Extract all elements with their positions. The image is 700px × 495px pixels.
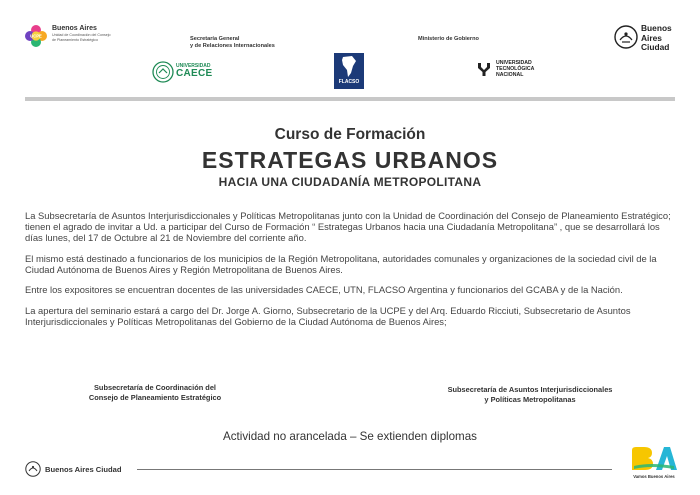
bac-line-1: Buenos [641, 23, 672, 33]
paragraph-opening: La apertura del seminario estará a cargo del Dr. Jorge A. Giorno, Subsecretario de la UCPE y del Arq. Eduardo Ricciuti, Subsecretario de Asuntos Interjurisdiccionales y Políticas Metropolitanas del Gobierno de la Ciudad Autónoma de Buenos Aires; [25, 305, 631, 328]
signature-ucpe-line-1: Subsecretaría de Coordinación del [94, 383, 216, 392]
invitation-body [25, 210, 676, 337]
paragraph-invitation: La Subsecretaría de Asuntos Interjurisdiccionales y Políticas Metropolitanas junto con la Unidad de Coordinación del Consejo de Planeamiento Estratégico; tienen el agrado de invitar a Ud. a participar del Curso de Formación “ Estrategas Urbanos hacia una Ciudadanía Metropolitana” , que se desarrollará los días lunes, del 17 de Octubre al 21 de Noviembre del corriente año. [25, 210, 671, 244]
utn-line-1: UNIVERSIDAD [496, 60, 532, 66]
bac-seal-icon [614, 25, 638, 49]
ministerio-label: Ministerio de Gobierno [418, 36, 479, 42]
caece-university-label: UNIVERSIDAD [176, 63, 211, 69]
footer-rule [137, 469, 612, 470]
utn-emblem-icon [476, 61, 492, 77]
signature-subsecretaria-line-1: Subsecretaría de Asuntos Interjurisdiccionales [447, 385, 613, 394]
secretaria-line-1: Secretaría General [190, 36, 240, 42]
caece-name: CAECE [176, 68, 213, 79]
secretaria-general-label [190, 36, 275, 50]
signature-ucpe-line-2: Consejo de Planeamiento Estratégico [88, 393, 222, 402]
caece-seal-icon [152, 61, 174, 83]
utn-line-2: TECNOLÓGICA [496, 66, 535, 72]
signature-subsecretaria-line-2: y Políticas Metropolitanas [484, 395, 576, 404]
signature-subsecretaria [410, 385, 650, 405]
paragraph-speakers: Entre los expositores se encuentran docentes de las universidades CAECE, UTN, FLACSO Argentina y funcionarios del GCABA y de la Nación. [25, 284, 623, 296]
utn-name [496, 60, 534, 78]
ucpe-title: Buenos Aires [52, 25, 97, 32]
free-activity-note: Actividad no arancelada – Se extienden diplomas [223, 430, 477, 443]
secretaria-line-2: y de Relaciones Internacionales [190, 43, 275, 49]
bac-line-3: Ciudad [641, 42, 670, 52]
course-subtitle: HACIA UNA CIUDADANÍA METROPOLITANA [218, 175, 482, 189]
flacso-label: FLACSO [338, 79, 360, 85]
course-label: Curso de Formación [274, 126, 426, 143]
ucpe-brand [52, 25, 112, 42]
footer-seal-icon [25, 461, 41, 477]
ba-logo-icon [630, 446, 678, 472]
ucpe-badge-text: UCPE [30, 33, 42, 39]
ucpe-flower-logo [24, 24, 48, 48]
course-title: ESTRATEGAS URBANOS [201, 147, 499, 173]
bac-brand-text [641, 24, 672, 53]
footer-brand: Buenos Aires Ciudad [45, 465, 122, 474]
signature-ucpe [55, 383, 255, 403]
header-divider [25, 97, 675, 101]
bac-line-2: Aires [641, 32, 662, 43]
utn-line-3: NACIONAL [496, 72, 524, 78]
flacso-map-icon [334, 53, 364, 79]
paragraph-audience: El mismo está destinado a funcionarios de los municipios de la Región Metropolitana, autoridades comunales y organizaciones de la sociedad civil de la Ciudad Autónoma de Buenos Aires y Región Metropolitana de Buenos Aires. [25, 252, 657, 275]
ba-tagline: Vamos Buenos Aires [633, 474, 675, 479]
ucpe-subtitle: Unidad de Coordinación del Consejo de Planeamiento Estratégico [52, 33, 111, 42]
